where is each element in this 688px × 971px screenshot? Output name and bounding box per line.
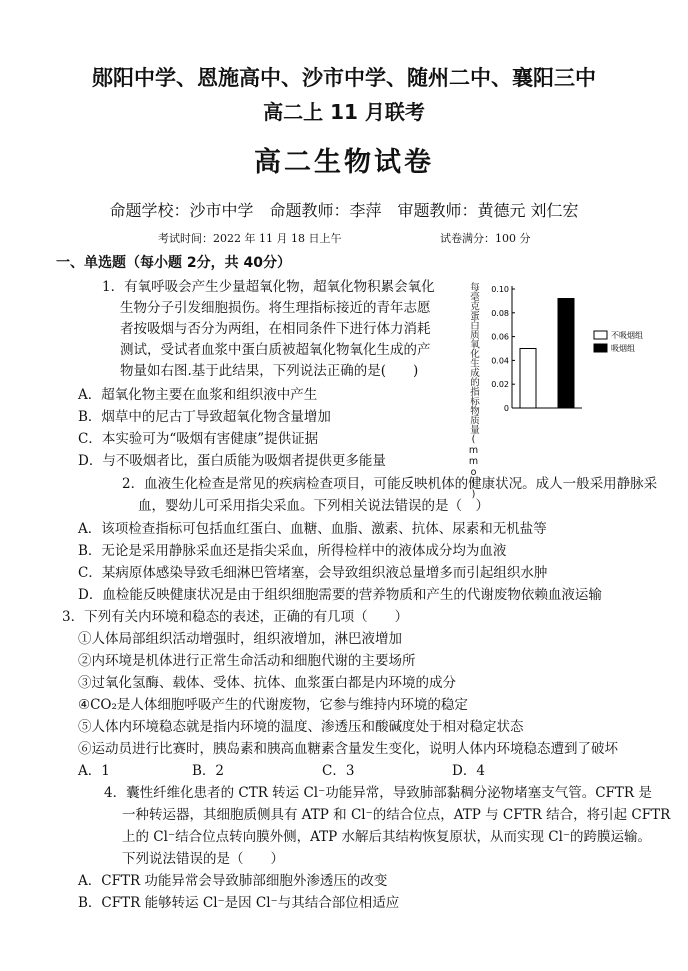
q1-line: 生物分子引发细胞损伤。将生理指标接近的青年志愿 xyxy=(120,300,431,316)
q2-option-b: B．无论是采用静脉采血还是指尖采血，所得检样中的液体成分均为血液 xyxy=(78,543,507,559)
y-tick-label: 0.10 xyxy=(491,285,509,294)
q1-line: 1．有氧呼吸会产生少量超氧化物，超氧化物积累会氧化 xyxy=(102,279,435,295)
y-tick-label: 0.08 xyxy=(491,308,509,318)
q1-option-c: C．本实验可为“吸烟有害健康”提供证据 xyxy=(78,431,319,447)
q3-item: ③过氧化氢酶、载体、受体、抗体、血浆蛋白都是内环境的成分 xyxy=(78,675,456,691)
q3-option-a: A．1 xyxy=(78,763,110,779)
q2-line: 血，婴幼儿可采用指尖采血。下列相关说法错误的是（ ） xyxy=(138,498,489,514)
q2-option-c: C．某病原体感染导致毛细淋巴管堵塞，会导致组织液总量增多而引起组织水肿 xyxy=(78,565,548,581)
q1-option-d: D．与不吸烟者比，蛋白质能为吸烟者提供更多能量 xyxy=(78,453,386,469)
q3-item: ①人体局部组织活动增强时，组织液增加，淋巴液增加 xyxy=(78,631,402,647)
q4-line: 下列说法错误的是（ ） xyxy=(122,851,284,867)
y-tick-label: 0 xyxy=(503,404,509,413)
q3-option-c: C．3 xyxy=(322,763,355,779)
y-tick-label: 0.04 xyxy=(491,356,509,366)
q3-item: ⑤人体内环境稳态就是指内环境的温度、渗透压和酸碱度处于相对稳定状态 xyxy=(78,719,524,735)
section-title: 一、单选题（每小题 2分，共 40分） xyxy=(56,255,291,271)
q3-item: ④CO₂是人体细胞呼吸产生的代谢废物，它参与维持内环境的稳定 xyxy=(78,697,468,713)
y-tick-label: 0.02 xyxy=(491,380,509,390)
q1-line: 物量如右图.基于此结果，下列说法正确的是( ) xyxy=(120,363,419,379)
chart-y-axis-label: 每毫克蛋白质氧化生成的指标物质量(mmol) xyxy=(468,282,479,500)
q3-option-d: D．4 xyxy=(452,763,485,779)
q3-stem: 3．下列有关内环境和稳态的表述，正确的有几项（ ） xyxy=(62,609,409,625)
q3-item: ⑥运动员进行比赛时，胰岛素和胰高血糖素含量发生变化，说明人体内环境稳态遭到了破坏 xyxy=(78,741,618,757)
q4-line: 上的 Cl⁻结合位点转向膜外侧，ATP 水解后其结构恢复原状，从而实现 Cl⁻的跨膜运输。 xyxy=(122,829,652,845)
q4-line: 4．囊性纤维化患者的 CTR 转运 Cl⁻功能异常，导致肺部黏稠分泌物堵塞支气管。CFTR 是 xyxy=(104,785,652,801)
bar-non-smoker xyxy=(520,349,536,409)
q1-option-b: B．烟草中的尼古丁导致超氧化物含量增加 xyxy=(78,409,331,425)
q1-option-a: A．超氧化物主要在血浆和组织液中产生 xyxy=(78,387,318,403)
q3-item: ②内环境是机体进行正常生命活动和细胞代谢的主要场所 xyxy=(78,653,416,669)
page-title: 高二生物试卷 xyxy=(254,147,434,178)
exam-name: 高二上 11 月联考 xyxy=(263,100,425,124)
school-list: 郧阳中学、恩施高中、沙市中学、随州二中、襄阳三中 xyxy=(92,66,596,90)
bar-smoker xyxy=(558,299,574,408)
q2-option-d: D．血检能反映健康状况是由于组织细胞需要的营养物质和产生的代谢废物依赖血液运输 xyxy=(78,587,602,603)
q4-line: 一种转运器，其细胞质侧具有 ATP 和 Cl⁻的结合位点，ATP 与 CFTR 结合，将引起 CFTR xyxy=(122,807,671,823)
legend-swatch xyxy=(594,331,607,339)
setters-line: 命题学校：沙市中学 命题教师：李萍 审题教师：黄德元 刘仁宏 xyxy=(109,201,579,220)
full-score: 试卷满分：100 分 xyxy=(440,232,531,245)
q2-option-a: A．该项检查指标可包括血红蛋白、血糖、血脂、激素、抗体、尿素和无机盐等 xyxy=(78,521,547,537)
legend-label: 不吸烟组 xyxy=(611,331,643,340)
exam-time: 考试时间：2022 年 11 月 18 日上午 xyxy=(158,232,342,245)
legend-swatch xyxy=(594,344,607,352)
q1-line: 者按吸烟与否分为两组，在相同条件下进行体力消耗 xyxy=(120,321,431,337)
y-tick-label: 0.06 xyxy=(491,332,509,342)
q4-option-a: A．CFTR 功能异常会导致肺部细胞外渗透压的改变 xyxy=(78,873,388,889)
q2-line: 2．血液生化检查是常见的疾病检查项目，可能反映机体的健康状况。成人一般采用静脉采 xyxy=(122,476,658,492)
q1-line: 测试，受试者血浆中蛋白质被超氧化物氧化生成的产 xyxy=(120,342,431,358)
q4-option-b: B．CFTR 能够转运 Cl⁻是因 Cl⁻与其结合部位相适应 xyxy=(78,895,400,911)
oxidation-bar-chart xyxy=(455,280,680,415)
q3-option-b: B．2 xyxy=(192,763,225,779)
legend-label: 吸烟组 xyxy=(611,344,635,353)
